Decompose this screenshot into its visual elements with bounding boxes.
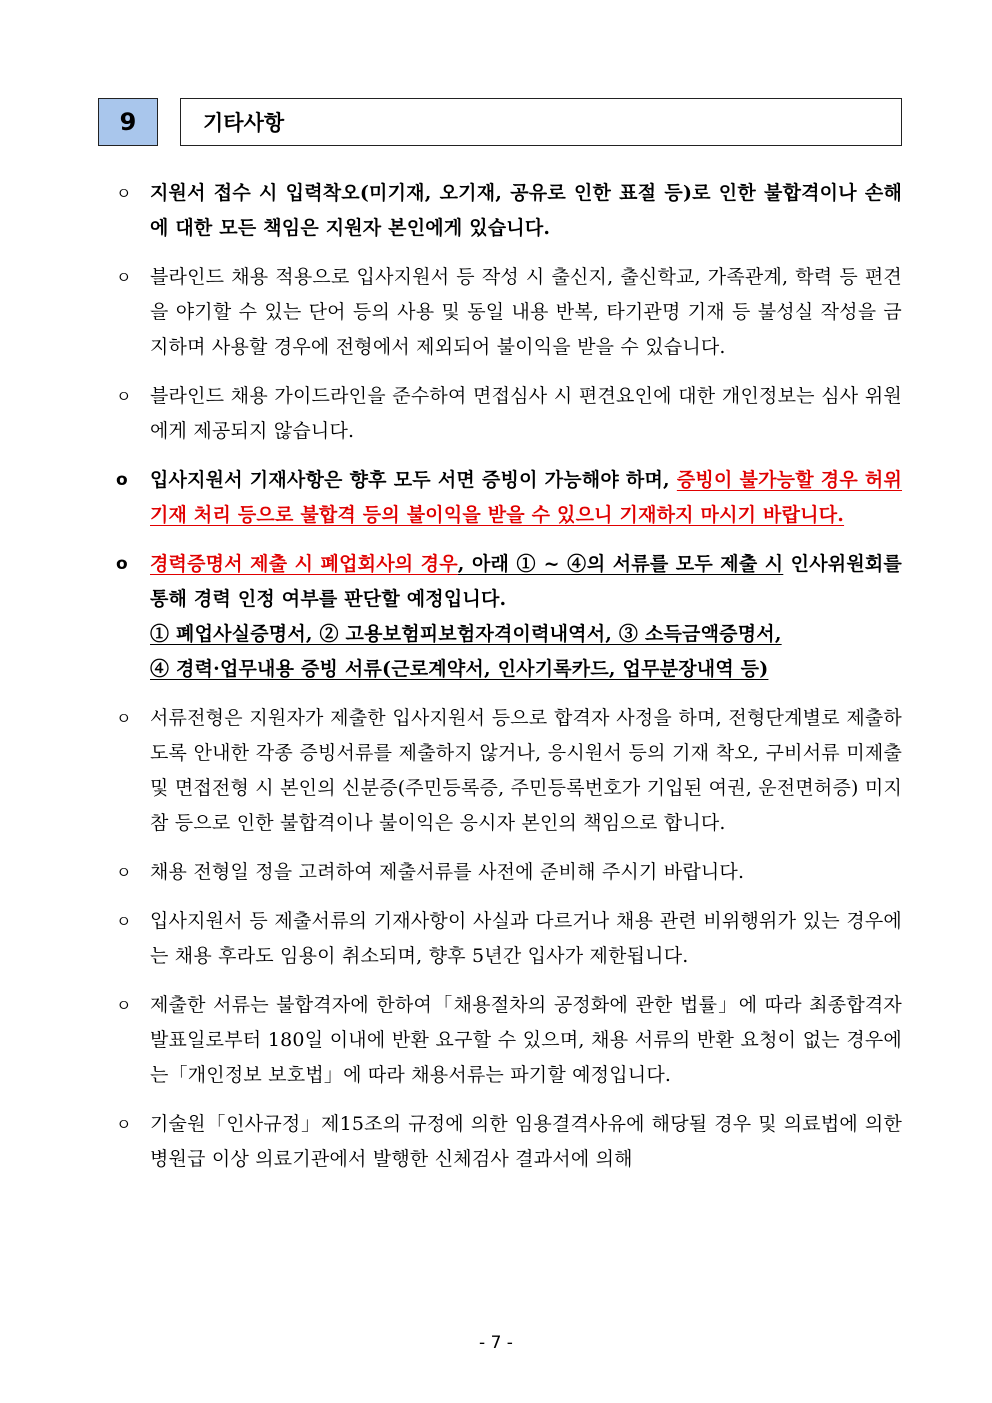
list-item [116,904,902,974]
item-text: 제출한 서류는 불합격자에 한하여「채용절차의 공정화에 관한 법률」에 따라 최종합격자 발표일로부터 180일 이내에 반환 요구할 수 있으며, 채용 서류의 반환 요청이 없는 경우에는「개인정보 보호법」에 따라 채용서류는 파기할 예정입니다. [150,994,902,1086]
bullet-icon: ㅇ [116,1115,132,1134]
item-text [150,547,902,687]
item-text: 지원서 접수 시 입력착오(미기재, 오기재, 공유로 인한 표절 등)로 인한 불합격이나 손해에 대한 모든 책임은 지원자 본인에게 있습니다. [150,182,902,239]
list-item [116,855,902,890]
item-text: 기술원「인사규정」제15조의 규정에 의한 임용결격사유에 해당될 경우 및 의료법에 의한 병원급 이상 의료기관에서 발행한 신체검사 결과서에 의해 [150,1113,902,1170]
notice-list [116,176,902,1191]
bullet-icon: ㅇ [116,709,132,728]
item-text [150,463,902,533]
bullet-icon: ㅇ [116,268,132,287]
item-text-warning: 경력증명서 제출 시 폐업회사의 경우 [150,553,458,575]
list-item [116,379,902,449]
list-item [116,260,902,365]
list-item [116,988,902,1093]
bullet-icon: o [116,554,128,574]
bullet-icon: ㅇ [116,912,132,931]
item-text: 블라인드 채용 적용으로 입사지원서 등 작성 시 출신지, 출신학교, 가족관계, 학력 등 편견을 야기할 수 있는 단어 등의 사용 및 동일 내용 반복, 타기관명 기재 등 불성실 작성을 금지하며 사용할 경우에 전형에서 제외되어 불이익을 받을 수 있습니다. [150,266,902,358]
item-text-warning: 증빙이 불가능할 경우 허위기재 처리 등으로 불합격 등의 불이익을 받을 수 있으니 기재하지 마시기 바랍니다. [150,469,903,526]
list-item [116,1107,902,1177]
bullet-icon: ㅇ [116,184,132,203]
item-text: 서류전형은 지원자가 제출한 입사지원서 등으로 합격자 사정을 하며, 전형단계별로 제출하도록 안내한 각종 증빙서류를 제출하지 않거나, 응시원서 등의 기재 착오, 구비서류 미제출 및 면접전형 시 본인의 신분증(주민등록증, 주민등록번호가 기입된 여권, 운전면허증) 미지참 등으로 인한 불합격이나 불이익은 응시자 본인의 책임으로 합니다. [150,707,902,834]
item-text-plain: 인사위원회를 통해 경력 인정 여부를 판단할 예정입니다. [150,553,902,610]
section-header [98,98,902,148]
bullet-icon: o [116,470,128,490]
page-number: - 7 - [479,1333,513,1353]
item-text: 블라인드 채용 가이드라인을 준수하여 면접심사 시 편견요인에 대한 개인정보는 심사 위원에게 제공되지 않습니다. [150,385,902,442]
list-item [116,701,902,841]
document-list-line-2: ④ 경력·업무내용 증빙 서류(근로계약서, 인사기록카드, 업무분장내역 등) [150,658,769,680]
item-text: 채용 전형일 정을 고려하여 제출서류를 사전에 준비해 주시기 바랍니다. [150,861,745,883]
bullet-icon: ㅇ [116,863,132,882]
bullet-icon: ㅇ [116,996,132,1015]
list-item [116,176,902,246]
list-item [116,463,902,533]
bullet-icon: ㅇ [116,387,132,406]
section-number: 9 [98,98,158,146]
item-text: 입사지원서 등 제출서류의 기재사항이 사실과 다르거나 채용 관련 비위행위가 있는 경우에는 채용 후라도 임용이 취소되며, 향후 5년간 입사가 제한됩니다. [150,910,902,967]
item-text-underlined: , 아래 ① ~ ④의 서류를 모두 제출 시 [457,553,784,575]
document-list-line-1: ① 폐업사실증명서, ② 고용보험피보험자격이력내역서, ③ 소득금액증명서, [150,623,782,645]
section-title: 기타사항 [180,98,902,146]
item-text-plain: 입사지원서 기재사항은 향후 모두 서면 증빙이 가능해야 하며, [150,469,677,491]
list-item [116,547,902,687]
